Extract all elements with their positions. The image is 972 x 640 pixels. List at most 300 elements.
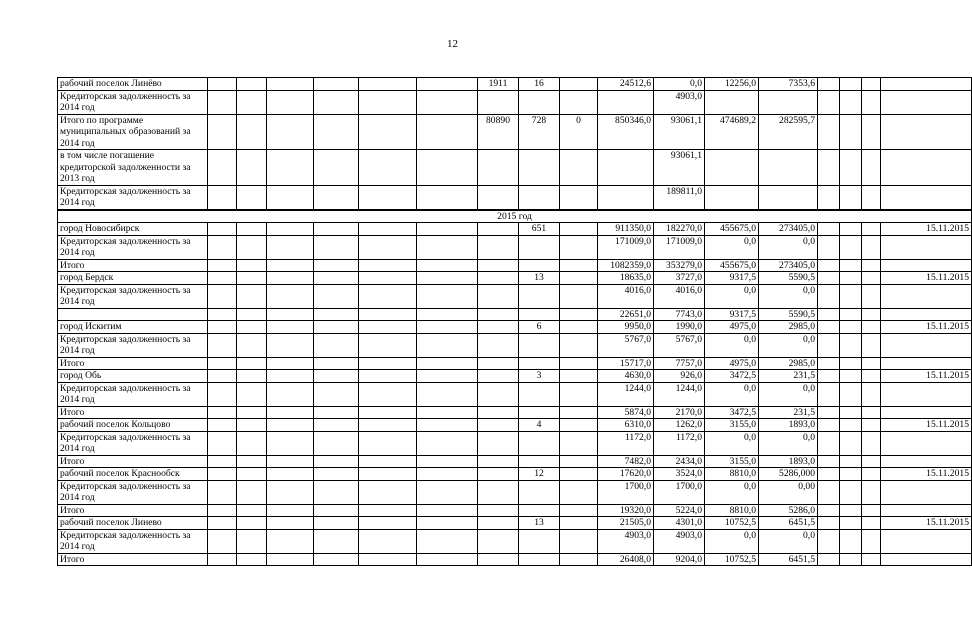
table-cell: 19320,0 bbox=[598, 504, 654, 517]
table-row bbox=[58, 357, 972, 370]
table-cell: 4016,0 bbox=[598, 284, 654, 308]
table-cell bbox=[237, 382, 267, 406]
table-cell bbox=[314, 78, 359, 91]
table-cell bbox=[208, 90, 237, 114]
table-cell bbox=[267, 78, 314, 91]
table-cell bbox=[560, 321, 598, 334]
table-cell bbox=[359, 284, 417, 308]
table-cell bbox=[478, 357, 519, 370]
table-cell bbox=[519, 235, 560, 259]
table-cell: 12256,0 bbox=[705, 78, 759, 91]
row-label: Кредиторская задолженность за 2014 год bbox=[58, 90, 208, 114]
table-cell bbox=[862, 333, 881, 357]
table-cell bbox=[759, 185, 818, 209]
table-cell bbox=[881, 406, 972, 419]
table-cell: 7757,0 bbox=[654, 357, 705, 370]
table-cell: 0,00 bbox=[759, 480, 818, 504]
table-cell: 2985,0 bbox=[759, 321, 818, 334]
table-cell bbox=[237, 223, 267, 236]
table-cell bbox=[237, 90, 267, 114]
table-cell bbox=[314, 370, 359, 383]
table-cell bbox=[359, 480, 417, 504]
table-cell bbox=[208, 370, 237, 383]
table-cell bbox=[705, 150, 759, 186]
table-cell bbox=[519, 480, 560, 504]
table-cell bbox=[560, 504, 598, 517]
table-cell: 3524,0 bbox=[654, 468, 705, 481]
table-cell: 3 bbox=[519, 370, 560, 383]
table-cell: 231,5 bbox=[759, 370, 818, 383]
row-label: Итого bbox=[58, 455, 208, 468]
table-cell bbox=[314, 382, 359, 406]
table-cell bbox=[840, 431, 862, 455]
table-cell bbox=[417, 235, 478, 259]
table-cell: 4301,0 bbox=[654, 517, 705, 530]
table-cell: 0,0 bbox=[705, 284, 759, 308]
table-cell bbox=[840, 90, 862, 114]
table-cell bbox=[417, 357, 478, 370]
row-label: Итого bbox=[58, 553, 208, 566]
table-cell bbox=[237, 333, 267, 357]
table-cell: 0,0 bbox=[759, 235, 818, 259]
table-cell bbox=[359, 114, 417, 150]
table-cell: 7353,6 bbox=[759, 78, 818, 91]
table-cell: 0,0 bbox=[705, 333, 759, 357]
table-cell: 22651,0 bbox=[598, 308, 654, 321]
table-cell bbox=[862, 455, 881, 468]
table-cell bbox=[359, 150, 417, 186]
table-cell bbox=[314, 272, 359, 285]
table-cell: 5590,5 bbox=[759, 308, 818, 321]
table-cell bbox=[237, 370, 267, 383]
table-cell bbox=[208, 185, 237, 209]
table-cell bbox=[840, 235, 862, 259]
table-cell bbox=[840, 517, 862, 530]
table-cell bbox=[862, 357, 881, 370]
table-cell bbox=[519, 529, 560, 553]
table-cell: 353279,0 bbox=[654, 259, 705, 272]
table-cell bbox=[314, 114, 359, 150]
table-cell bbox=[862, 321, 881, 334]
table-cell bbox=[417, 517, 478, 530]
table-cell bbox=[818, 357, 840, 370]
table-cell bbox=[359, 406, 417, 419]
table-cell bbox=[208, 284, 237, 308]
table-cell bbox=[818, 382, 840, 406]
table-body bbox=[58, 78, 972, 566]
row-label: Кредиторская задолженность за 2014 год bbox=[58, 185, 208, 209]
table-cell bbox=[818, 308, 840, 321]
table-cell: 850346,0 bbox=[598, 114, 654, 150]
table-cell bbox=[818, 150, 840, 186]
row-label: Кредиторская задолженность за 2014 год bbox=[58, 333, 208, 357]
table-cell bbox=[208, 333, 237, 357]
table-cell bbox=[208, 308, 237, 321]
table-cell bbox=[208, 553, 237, 566]
table-cell bbox=[208, 406, 237, 419]
row-label: Итого bbox=[58, 406, 208, 419]
table-cell bbox=[237, 431, 267, 455]
row-label: рабочий поселок Кольцово bbox=[58, 419, 208, 432]
table-cell bbox=[818, 419, 840, 432]
table-cell: 4903,0 bbox=[654, 90, 705, 114]
table-cell bbox=[818, 321, 840, 334]
table-cell bbox=[314, 284, 359, 308]
table-cell: 26408,0 bbox=[598, 553, 654, 566]
table-cell: 7482,0 bbox=[598, 455, 654, 468]
table-cell bbox=[862, 114, 881, 150]
table-cell bbox=[208, 419, 237, 432]
table-cell bbox=[417, 529, 478, 553]
table-cell: 0,0 bbox=[759, 382, 818, 406]
table-cell bbox=[478, 480, 519, 504]
table-cell bbox=[208, 235, 237, 259]
table-cell bbox=[208, 517, 237, 530]
table-cell bbox=[267, 406, 314, 419]
table-cell bbox=[478, 284, 519, 308]
table-cell: 273405,0 bbox=[759, 223, 818, 236]
table-cell bbox=[359, 431, 417, 455]
row-label: рабочий поселок Краснообск bbox=[58, 468, 208, 481]
table-cell: 474689,2 bbox=[705, 114, 759, 150]
table-cell bbox=[478, 504, 519, 517]
table-cell bbox=[840, 185, 862, 209]
table-cell bbox=[818, 235, 840, 259]
table-cell bbox=[314, 517, 359, 530]
table-cell bbox=[881, 235, 972, 259]
table-cell bbox=[840, 468, 862, 481]
table-cell bbox=[237, 321, 267, 334]
table-cell bbox=[208, 272, 237, 285]
table-row bbox=[58, 235, 972, 259]
table-cell bbox=[359, 223, 417, 236]
table-cell bbox=[862, 504, 881, 517]
table-row bbox=[58, 284, 972, 308]
table-cell bbox=[881, 333, 972, 357]
row-label: Кредиторская задолженность за 2014 год bbox=[58, 382, 208, 406]
table-cell bbox=[519, 185, 560, 209]
table-cell: 3472,5 bbox=[705, 406, 759, 419]
table-cell: 6451,5 bbox=[759, 553, 818, 566]
table-cell bbox=[314, 468, 359, 481]
table-cell bbox=[314, 333, 359, 357]
table-cell bbox=[237, 284, 267, 308]
table-cell bbox=[560, 185, 598, 209]
table-cell bbox=[840, 529, 862, 553]
table-cell bbox=[237, 406, 267, 419]
table-cell bbox=[881, 357, 972, 370]
table-cell bbox=[237, 468, 267, 481]
table-cell: 93061,1 bbox=[654, 114, 705, 150]
table-cell: 1082359,0 bbox=[598, 259, 654, 272]
table-cell bbox=[840, 114, 862, 150]
table-cell bbox=[519, 259, 560, 272]
table-cell: 15.11.2015 bbox=[881, 223, 972, 236]
table-cell: 0,0 bbox=[654, 78, 705, 91]
table-cell bbox=[519, 308, 560, 321]
table-cell bbox=[417, 185, 478, 209]
table-cell bbox=[560, 382, 598, 406]
table-cell bbox=[478, 468, 519, 481]
table-cell: 4 bbox=[519, 419, 560, 432]
table-cell bbox=[267, 308, 314, 321]
table-cell bbox=[881, 114, 972, 150]
row-label: Итого bbox=[58, 357, 208, 370]
table-cell: 282595,7 bbox=[759, 114, 818, 150]
table-cell: 1244,0 bbox=[654, 382, 705, 406]
table-cell bbox=[417, 78, 478, 91]
table-cell bbox=[840, 455, 862, 468]
table-cell: 1262,0 bbox=[654, 419, 705, 432]
table-cell bbox=[881, 455, 972, 468]
table-cell: 1172,0 bbox=[598, 431, 654, 455]
table-row bbox=[58, 455, 972, 468]
table-cell bbox=[237, 553, 267, 566]
table-cell bbox=[818, 553, 840, 566]
table-row bbox=[58, 406, 972, 419]
table-row bbox=[58, 382, 972, 406]
table-cell: 15717,0 bbox=[598, 357, 654, 370]
table-cell: 2434,0 bbox=[654, 455, 705, 468]
table-cell bbox=[862, 529, 881, 553]
table-row bbox=[58, 308, 972, 321]
table-cell: 0,0 bbox=[759, 529, 818, 553]
table-cell: 80890 bbox=[478, 114, 519, 150]
table-row bbox=[58, 321, 972, 334]
table-cell: 5286,0 bbox=[759, 504, 818, 517]
table-cell bbox=[208, 150, 237, 186]
table-cell: 0,0 bbox=[759, 284, 818, 308]
table-cell bbox=[208, 259, 237, 272]
table-cell bbox=[560, 308, 598, 321]
table-cell bbox=[862, 90, 881, 114]
table-row bbox=[58, 431, 972, 455]
table-cell bbox=[417, 553, 478, 566]
table-cell bbox=[519, 284, 560, 308]
table-cell bbox=[862, 370, 881, 383]
table-cell bbox=[519, 90, 560, 114]
table-cell bbox=[359, 333, 417, 357]
table-cell bbox=[818, 272, 840, 285]
table-cell bbox=[881, 78, 972, 91]
row-label: Кредиторская задолженность за 2014 год bbox=[58, 529, 208, 553]
table-cell bbox=[267, 223, 314, 236]
table-cell bbox=[417, 308, 478, 321]
table-cell bbox=[237, 529, 267, 553]
table-cell bbox=[314, 90, 359, 114]
table-cell: 5767,0 bbox=[598, 333, 654, 357]
table-cell: 0,0 bbox=[705, 529, 759, 553]
table-cell: 171009,0 bbox=[654, 235, 705, 259]
table-cell bbox=[267, 468, 314, 481]
table-cell bbox=[237, 235, 267, 259]
table-cell bbox=[208, 455, 237, 468]
table-cell bbox=[417, 223, 478, 236]
table-cell bbox=[818, 259, 840, 272]
table-cell: 455675,0 bbox=[705, 223, 759, 236]
row-label: Кредиторская задолженность за 2014 год bbox=[58, 284, 208, 308]
table-cell bbox=[478, 150, 519, 186]
table-cell bbox=[237, 517, 267, 530]
table-cell bbox=[417, 333, 478, 357]
table-cell: 15.11.2015 bbox=[881, 468, 972, 481]
table-cell bbox=[478, 553, 519, 566]
table-cell: 1893,0 bbox=[759, 419, 818, 432]
table-cell bbox=[267, 272, 314, 285]
table-cell bbox=[314, 529, 359, 553]
table-cell: 3472,5 bbox=[705, 370, 759, 383]
table-cell: 16 bbox=[519, 78, 560, 91]
table-cell bbox=[237, 480, 267, 504]
table-cell bbox=[478, 382, 519, 406]
table-cell bbox=[881, 382, 972, 406]
table-cell: 8810,0 bbox=[705, 468, 759, 481]
table-cell bbox=[519, 406, 560, 419]
table-cell bbox=[359, 235, 417, 259]
table-cell: 5286,000 bbox=[759, 468, 818, 481]
table-cell bbox=[417, 431, 478, 455]
table-cell bbox=[417, 468, 478, 481]
table-cell bbox=[267, 382, 314, 406]
table-cell bbox=[314, 259, 359, 272]
table-cell bbox=[359, 455, 417, 468]
table-cell bbox=[417, 504, 478, 517]
table-cell bbox=[267, 321, 314, 334]
budget-table bbox=[57, 77, 972, 566]
table-cell: 15.11.2015 bbox=[881, 419, 972, 432]
table-cell bbox=[478, 308, 519, 321]
table-cell bbox=[881, 504, 972, 517]
table-cell bbox=[862, 272, 881, 285]
table-cell bbox=[840, 150, 862, 186]
table-cell: 171009,0 bbox=[598, 235, 654, 259]
table-cell bbox=[840, 223, 862, 236]
table-cell bbox=[237, 272, 267, 285]
table-cell bbox=[208, 223, 237, 236]
table-cell bbox=[598, 90, 654, 114]
table-cell bbox=[359, 259, 417, 272]
table-cell bbox=[208, 480, 237, 504]
table-cell bbox=[862, 517, 881, 530]
table-cell bbox=[560, 553, 598, 566]
table-cell bbox=[818, 185, 840, 209]
table-cell: 182270,0 bbox=[654, 223, 705, 236]
table-cell bbox=[359, 468, 417, 481]
table-cell bbox=[478, 272, 519, 285]
table-row bbox=[58, 529, 972, 553]
table-cell bbox=[359, 185, 417, 209]
table-cell bbox=[267, 517, 314, 530]
table-cell bbox=[598, 185, 654, 209]
table-cell bbox=[314, 419, 359, 432]
table-cell bbox=[840, 308, 862, 321]
section-header: 2015 год bbox=[58, 210, 972, 223]
table-cell bbox=[417, 455, 478, 468]
table-cell bbox=[818, 431, 840, 455]
table-row bbox=[58, 90, 972, 114]
table-cell bbox=[314, 553, 359, 566]
table-cell: 911350,0 bbox=[598, 223, 654, 236]
table-cell bbox=[560, 370, 598, 383]
table-cell: 2985,0 bbox=[759, 357, 818, 370]
table-cell bbox=[881, 308, 972, 321]
table-cell bbox=[417, 406, 478, 419]
table-cell bbox=[478, 90, 519, 114]
table-cell bbox=[267, 504, 314, 517]
table-row bbox=[58, 504, 972, 517]
table-cell bbox=[818, 517, 840, 530]
table-cell: 13 bbox=[519, 272, 560, 285]
table-row bbox=[58, 78, 972, 91]
table-cell bbox=[881, 431, 972, 455]
row-label bbox=[58, 308, 208, 321]
row-label: Итого bbox=[58, 504, 208, 517]
table-cell bbox=[478, 419, 519, 432]
table-cell bbox=[862, 382, 881, 406]
table-cell bbox=[560, 406, 598, 419]
table-cell: 3727,0 bbox=[654, 272, 705, 285]
table-cell: 0,0 bbox=[705, 382, 759, 406]
table-cell bbox=[237, 114, 267, 150]
table-cell bbox=[359, 553, 417, 566]
row-label: город Бердск bbox=[58, 272, 208, 285]
table-cell: 13 bbox=[519, 517, 560, 530]
table-cell bbox=[478, 235, 519, 259]
table-cell: 12 bbox=[519, 468, 560, 481]
table-cell bbox=[359, 272, 417, 285]
table-cell bbox=[359, 517, 417, 530]
table-cell bbox=[267, 284, 314, 308]
table-cell bbox=[417, 284, 478, 308]
table-cell bbox=[818, 406, 840, 419]
table-cell bbox=[818, 455, 840, 468]
table-cell: 189811,0 bbox=[654, 185, 705, 209]
table-cell: 9204,0 bbox=[654, 553, 705, 566]
table-cell: 15.11.2015 bbox=[881, 272, 972, 285]
table-cell bbox=[840, 382, 862, 406]
table-cell: 1244,0 bbox=[598, 382, 654, 406]
table-cell bbox=[237, 419, 267, 432]
table-cell: 9317,5 bbox=[705, 272, 759, 285]
table-cell: 0,0 bbox=[759, 431, 818, 455]
table-cell bbox=[840, 504, 862, 517]
table-cell bbox=[759, 150, 818, 186]
table-cell bbox=[881, 259, 972, 272]
table-cell: 231,5 bbox=[759, 406, 818, 419]
table-cell: 4903,0 bbox=[598, 529, 654, 553]
table-cell bbox=[314, 357, 359, 370]
table-row bbox=[58, 553, 972, 566]
table-row bbox=[58, 480, 972, 504]
table-cell bbox=[267, 235, 314, 259]
table-cell: 0 bbox=[560, 114, 598, 150]
table-cell bbox=[267, 114, 314, 150]
table-cell: 24512,6 bbox=[598, 78, 654, 91]
table-cell bbox=[417, 419, 478, 432]
table-cell: 5767,0 bbox=[654, 333, 705, 357]
table-cell: 5590,5 bbox=[759, 272, 818, 285]
table-cell bbox=[862, 284, 881, 308]
table-cell bbox=[840, 480, 862, 504]
table-cell: 6451,5 bbox=[759, 517, 818, 530]
table-cell: 1700,0 bbox=[654, 480, 705, 504]
table-cell: 4975,0 bbox=[705, 321, 759, 334]
table-cell bbox=[519, 150, 560, 186]
table-cell bbox=[560, 272, 598, 285]
table-cell bbox=[237, 455, 267, 468]
table-cell bbox=[598, 150, 654, 186]
table-cell bbox=[267, 455, 314, 468]
